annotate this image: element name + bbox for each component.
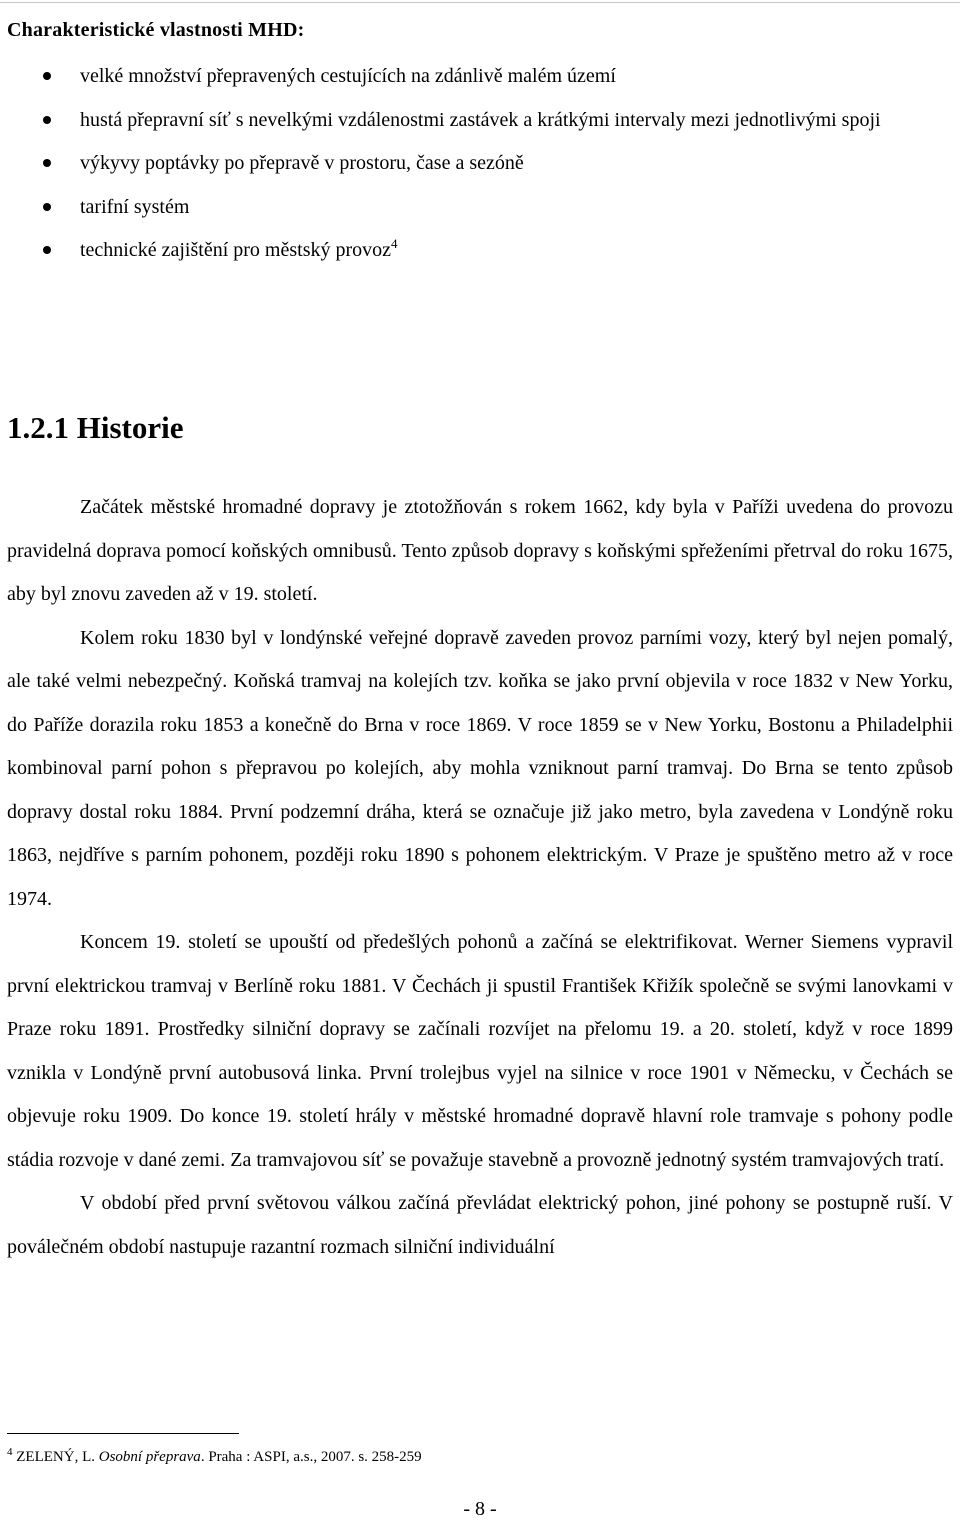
page-top-rule bbox=[0, 2, 960, 3]
page-number: - 8 - bbox=[463, 1498, 497, 1520]
footnote-number: 4 bbox=[7, 1446, 13, 1458]
bullet-icon bbox=[43, 116, 51, 124]
paragraph: Koncem 19. století se upouští od předešlých pohonů a začíná se elektrifikovat. Werner Siemens vypravil první elektrickou tramvaj v Berlíně roku 1881. V Čechách ji spustil František Křižík společně se svými lanovkami v Praze roku 1891. Prostředky silniční dopravy se začínali rozvíjet na přelomu 19. a 20. století, když v roce 1899 vznikla v Londýně první autobusová linka. První trolejbus vyjel na silnice v roce 1901 v Německu, v Čechách se objevuje roku 1909. Do konce 19. století hrály v městské hromadné dopravě hlavní role tramvaje s pohony podle stádia rozvoje v dané zemi. Za tramvajovou síť se považuje stavebně a provozně jednotný systém tramvajových tratí. bbox=[7, 931, 953, 1171]
footnote-separator bbox=[7, 1433, 239, 1434]
list-item-text: velké množství přepravených cestujících na zdánlivě malém území bbox=[80, 65, 616, 87]
section-title: 1.2.1 Historie bbox=[7, 410, 184, 445]
list-item bbox=[0, 99, 960, 143]
bullet-icon bbox=[43, 203, 51, 211]
footnote-title: Osobní přeprava bbox=[98, 1449, 201, 1465]
list-item-text: hustá přepravní síť s nevelkými vzdálenostmi zastávek a krátkými intervaly mezi jednotlivými spoji bbox=[80, 108, 881, 131]
body-text bbox=[7, 486, 953, 1269]
list-item-text: tarifní systém bbox=[80, 195, 190, 218]
bullet-icon bbox=[43, 159, 51, 167]
footnote-rest: . Praha : ASPI, a.s., 2007. s. 258-259 bbox=[200, 1449, 422, 1465]
paragraph: Kolem roku 1830 byl v londýnské veřejné dopravě zaveden provoz parními vozy, který byl nejen pomalý, ale také velmi nebezpečný. Koňská tramvaj na kolejích tzv. koňka se jako první objevila v roce 1832 v New Yorku, do Paříže dorazila roku 1853 a konečně do Brna v roce 1869. V roce 1859 se v New Yorku, Bostonu a Philadelphii kombinoval parní pohon s přepravou po kolejích, aby mohla vzniknout parní tramvaj. Do Brna se tento způsob dopravy dostal roku 1884. První podzemní dráha, která se označuje již jako metro, byla zavedena v Londýně roku 1863, nejdříve s parním pohonem, později roku 1890 s pohonem elektrickým. V Praze je spuštěno metro až v roce 1974. bbox=[7, 626, 953, 910]
bullet-icon bbox=[43, 72, 51, 80]
page-heading: Charakteristické vlastnosti MHD: bbox=[7, 19, 305, 41]
list-item bbox=[0, 142, 960, 186]
paragraph: V období před první světovou válkou začíná převládat elektrický pohon, jiné pohony se postupně ruší. V poválečném období nastupuje razantní rozmach silniční individuální bbox=[7, 1192, 953, 1258]
list-item bbox=[0, 229, 960, 273]
paragraph: Začátek městské hromadné dopravy je ztotožňován s rokem 1662, kdy byla v Paříži uvedena do provozu pravidelná doprava pomocí koňských omnibusů. Tento způsob dopravy s koňskými spřeženími přetrval do roku 1675, aby byl znovu zaveden až v 19. století. bbox=[7, 496, 953, 605]
list-item bbox=[0, 186, 960, 230]
footnote bbox=[7, 1446, 422, 1468]
list-item bbox=[0, 55, 960, 99]
list-item-text: výkyvy poptávky po přepravě v prostoru, čase a sezóně bbox=[80, 152, 524, 174]
characteristics-list bbox=[0, 55, 960, 273]
bullet-icon bbox=[43, 246, 51, 254]
footnote-ref[interactable]: 4 bbox=[391, 236, 398, 251]
list-item-text: technické zajištění pro městský provoz bbox=[80, 239, 392, 261]
footnote-author: ZELENÝ, L. bbox=[16, 1449, 95, 1465]
